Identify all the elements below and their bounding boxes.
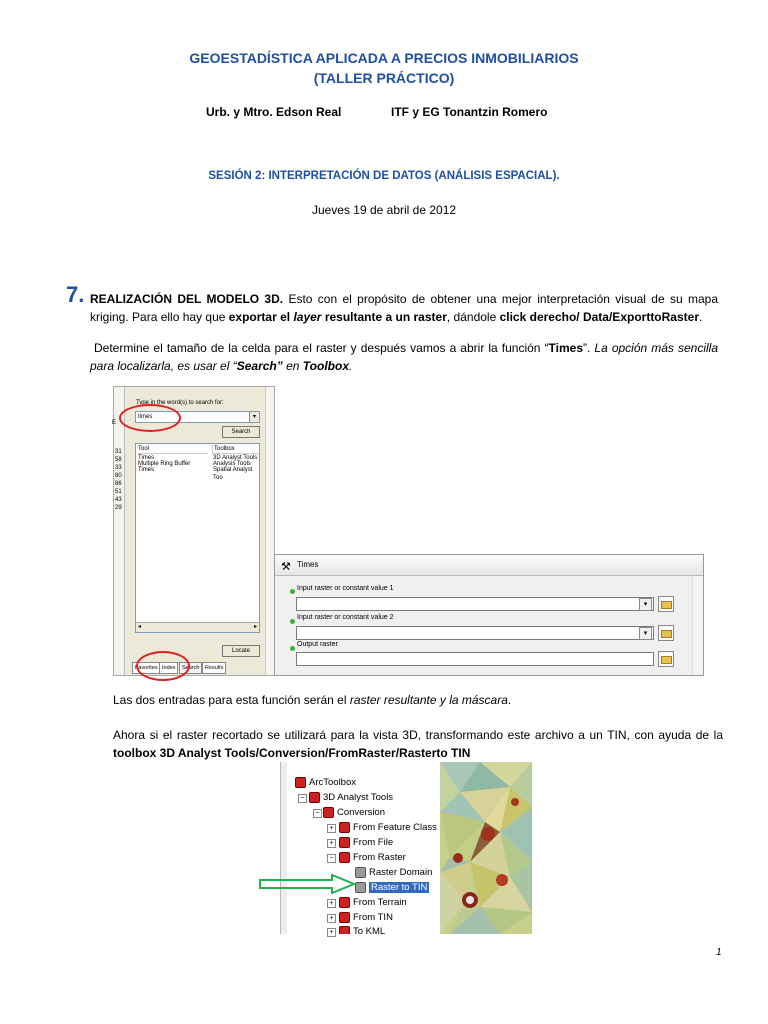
highlight-circle-search-tab bbox=[136, 651, 190, 681]
section-number: 7. bbox=[66, 282, 85, 307]
tree-label-selected: Raster to TIN bbox=[371, 882, 428, 893]
text-run: . bbox=[699, 310, 703, 324]
times-dialog-title: Times bbox=[297, 560, 319, 569]
side-number: 86 bbox=[115, 481, 122, 487]
tree-node-from-terrain[interactable] bbox=[339, 896, 407, 909]
vertical-scrollbar[interactable] bbox=[692, 576, 703, 674]
input2-label: Input raster or constant value 2 bbox=[297, 614, 394, 621]
document-title-line1: GEOESTADÍSTICA APLICADA A PRECIOS INMOBILIARIOS bbox=[189, 50, 579, 66]
inputs-paragraph bbox=[113, 691, 718, 709]
side-number: 58 bbox=[115, 457, 122, 463]
results-list[interactable] bbox=[135, 443, 260, 633]
tree-label: From Raster bbox=[353, 852, 406, 863]
text-run: Search” bbox=[236, 359, 283, 373]
tab-index[interactable]: Index bbox=[159, 662, 178, 674]
folder-open-icon[interactable] bbox=[658, 625, 674, 641]
required-dot-icon bbox=[290, 646, 295, 651]
toolbox-icon bbox=[309, 792, 320, 803]
tin-paragraph bbox=[113, 726, 723, 762]
section-7-paragraph bbox=[90, 290, 718, 326]
cell-toolbox: Spatial Analyst Too bbox=[213, 467, 253, 481]
text-run: layer bbox=[293, 310, 322, 324]
times-dialog-title-bar bbox=[275, 555, 703, 576]
text-run: ”. bbox=[583, 341, 595, 355]
search-prompt: Type in the word(s) to search for: bbox=[136, 400, 224, 406]
text-run: Determine el tamaño de la celda para el raster y después vamos a abrir la función “ bbox=[94, 341, 549, 355]
scroll-left-icon[interactable]: ◂ bbox=[138, 624, 142, 630]
tree-label: 3D Analyst Tools bbox=[323, 792, 394, 803]
text-run: La opción más sencilla para localizarla, es usar el “ bbox=[90, 341, 718, 373]
cell-toolbox: 3D Analyst Tools bbox=[213, 455, 258, 461]
tree-node-from-raster[interactable] bbox=[339, 851, 406, 864]
input2-field[interactable] bbox=[296, 626, 654, 640]
text-run: , dándole bbox=[446, 310, 500, 324]
document-title-line2: (TALLER PRÁCTICO) bbox=[313, 70, 455, 86]
collapse-icon[interactable]: − bbox=[313, 809, 322, 818]
tree-node-raster-domain[interactable] bbox=[355, 866, 432, 879]
toolset-icon bbox=[339, 822, 350, 833]
expand-icon[interactable]: + bbox=[327, 839, 336, 848]
expand-icon[interactable]: + bbox=[327, 824, 336, 833]
side-number: 33 bbox=[115, 465, 122, 471]
search-query: times bbox=[138, 414, 153, 420]
green-arrow-icon bbox=[258, 874, 358, 894]
column-header-tool[interactable]: Tool bbox=[138, 445, 208, 454]
tree-node-from-file[interactable] bbox=[339, 836, 393, 849]
tree-label: To KML bbox=[353, 926, 386, 934]
cell-toolbox: Analysis Tools bbox=[213, 461, 251, 467]
folder-open-icon[interactable] bbox=[658, 651, 674, 667]
output-field[interactable] bbox=[296, 652, 654, 666]
times-instruction-paragraph bbox=[90, 339, 718, 375]
arctoolbox-tree-screenshot bbox=[280, 762, 441, 934]
side-number: 51 bbox=[115, 489, 122, 495]
tree-node-raster-to-tin[interactable] bbox=[355, 881, 429, 894]
vertical-scrollbar[interactable] bbox=[265, 387, 274, 675]
session-heading: SESIÓN 2: INTERPRETACIÓN DE DATOS (ANÁLISIS ESPACIAL). bbox=[208, 170, 560, 182]
tab-results[interactable]: Results bbox=[202, 662, 226, 674]
results-rows bbox=[138, 454, 258, 481]
side-strip bbox=[114, 387, 125, 675]
author-2: ITF y EG Tonantzin Romero bbox=[391, 105, 548, 119]
text-run: toolbox 3D Analyst Tools/Conversion/FromRaster/Rasterto TIN bbox=[113, 746, 471, 760]
tree-node-from-tin[interactable] bbox=[339, 911, 393, 924]
tree-node-arctoolbox[interactable] bbox=[295, 776, 356, 789]
expand-icon[interactable]: + bbox=[327, 899, 336, 908]
text-run: raster resultante y la máscara bbox=[349, 693, 508, 707]
expand-icon[interactable]: + bbox=[327, 928, 336, 937]
tree-label: From Feature Class bbox=[353, 822, 437, 833]
cell-tool: Multiple Ring Buffer bbox=[138, 461, 191, 467]
text-run: Ahora si el raster recortado se utilizará para la vista 3D, transformando este archivo a un TIN, con ayuda de la bbox=[113, 728, 723, 742]
side-number: 29 bbox=[115, 505, 122, 511]
text-run: en bbox=[282, 359, 303, 373]
hammer-icon: ⚒ bbox=[281, 561, 291, 573]
tree-label: Conversion bbox=[337, 807, 386, 818]
chevron-down-icon[interactable]: ▾ bbox=[639, 627, 652, 640]
locate-button[interactable]: Locate bbox=[222, 645, 260, 657]
text-run: Toolbox bbox=[302, 359, 349, 373]
text-run: . bbox=[507, 693, 512, 707]
collapse-icon[interactable]: − bbox=[327, 854, 336, 863]
section-heading: REALIZACIÓN DEL MODELO 3D. bbox=[90, 292, 284, 306]
author-1: Urb. y Mtro. Edson Real bbox=[206, 105, 342, 119]
chevron-down-icon[interactable]: ▾ bbox=[249, 412, 259, 422]
tree-label: From TIN bbox=[353, 912, 393, 923]
highlight-circle-search-input bbox=[119, 404, 181, 432]
tab-favorites[interactable]: Favorites bbox=[132, 662, 161, 674]
side-number: 31 bbox=[115, 449, 122, 455]
required-dot-icon bbox=[290, 619, 295, 624]
folder-open-icon[interactable] bbox=[658, 596, 674, 612]
scroll-right-icon[interactable]: ▸ bbox=[253, 624, 257, 630]
side-number: 43 bbox=[115, 497, 122, 503]
collapse-icon[interactable]: − bbox=[298, 794, 307, 803]
text-run: resultante a un raster bbox=[321, 310, 447, 324]
tree-label: Raster Domain bbox=[369, 867, 433, 878]
tree-node-from-feature-class[interactable] bbox=[339, 821, 437, 834]
table-row[interactable] bbox=[138, 466, 258, 481]
expand-icon[interactable]: + bbox=[327, 914, 336, 923]
times-dialog-screenshot bbox=[274, 554, 704, 676]
text-run: Las dos entradas para esta función serán el bbox=[113, 693, 350, 707]
text-run: . bbox=[349, 359, 353, 373]
cell-tool: Times bbox=[138, 467, 155, 473]
toolset-icon bbox=[339, 837, 350, 848]
required-dot-icon bbox=[290, 589, 295, 594]
tree-label: ArcToolbox bbox=[309, 777, 356, 788]
toolset-icon bbox=[339, 926, 350, 934]
text-run: click derecho/ Data/ExporttoRaster bbox=[499, 310, 699, 324]
page-number: 1 bbox=[716, 947, 722, 958]
input1-field[interactable] bbox=[296, 597, 654, 611]
output-label: Output raster bbox=[297, 641, 338, 648]
chevron-down-icon[interactable]: ▾ bbox=[639, 598, 652, 611]
toolset-icon bbox=[323, 807, 334, 818]
side-letter: E bbox=[112, 420, 117, 426]
tree-node-3d-analyst[interactable] bbox=[309, 791, 393, 804]
tree-node-conversion[interactable] bbox=[323, 806, 385, 819]
horizontal-scrollbar[interactable] bbox=[136, 622, 259, 632]
toolbox-icon bbox=[295, 777, 306, 788]
text-run: Esto con el propósito de obtener una mejor interpretación visual de su mapa kriging. Para ello hay que bbox=[90, 292, 718, 324]
tree-label: From File bbox=[353, 837, 394, 848]
document-date: Jueves 19 de abril de 2012 bbox=[311, 203, 457, 217]
cell-tool: Times bbox=[138, 455, 155, 461]
side-number-list bbox=[115, 448, 125, 512]
search-button[interactable]: Search bbox=[222, 426, 260, 438]
column-header-toolbox[interactable]: Toolbox bbox=[212, 445, 259, 454]
text-run: exportar el bbox=[228, 310, 294, 324]
toolset-icon bbox=[339, 897, 350, 908]
side-number: 80 bbox=[115, 473, 122, 479]
tree-node-to-kml[interactable] bbox=[339, 925, 385, 934]
toolset-icon bbox=[339, 912, 350, 923]
toolset-icon bbox=[339, 852, 350, 863]
tab-search[interactable]: Search bbox=[179, 662, 202, 674]
tree-gutter bbox=[281, 762, 287, 934]
input1-label: Input raster or constant value 1 bbox=[297, 585, 394, 592]
text-run: Times bbox=[548, 341, 583, 355]
tree-label: From Terrain bbox=[353, 897, 407, 908]
tin-terrain-image bbox=[440, 762, 532, 934]
